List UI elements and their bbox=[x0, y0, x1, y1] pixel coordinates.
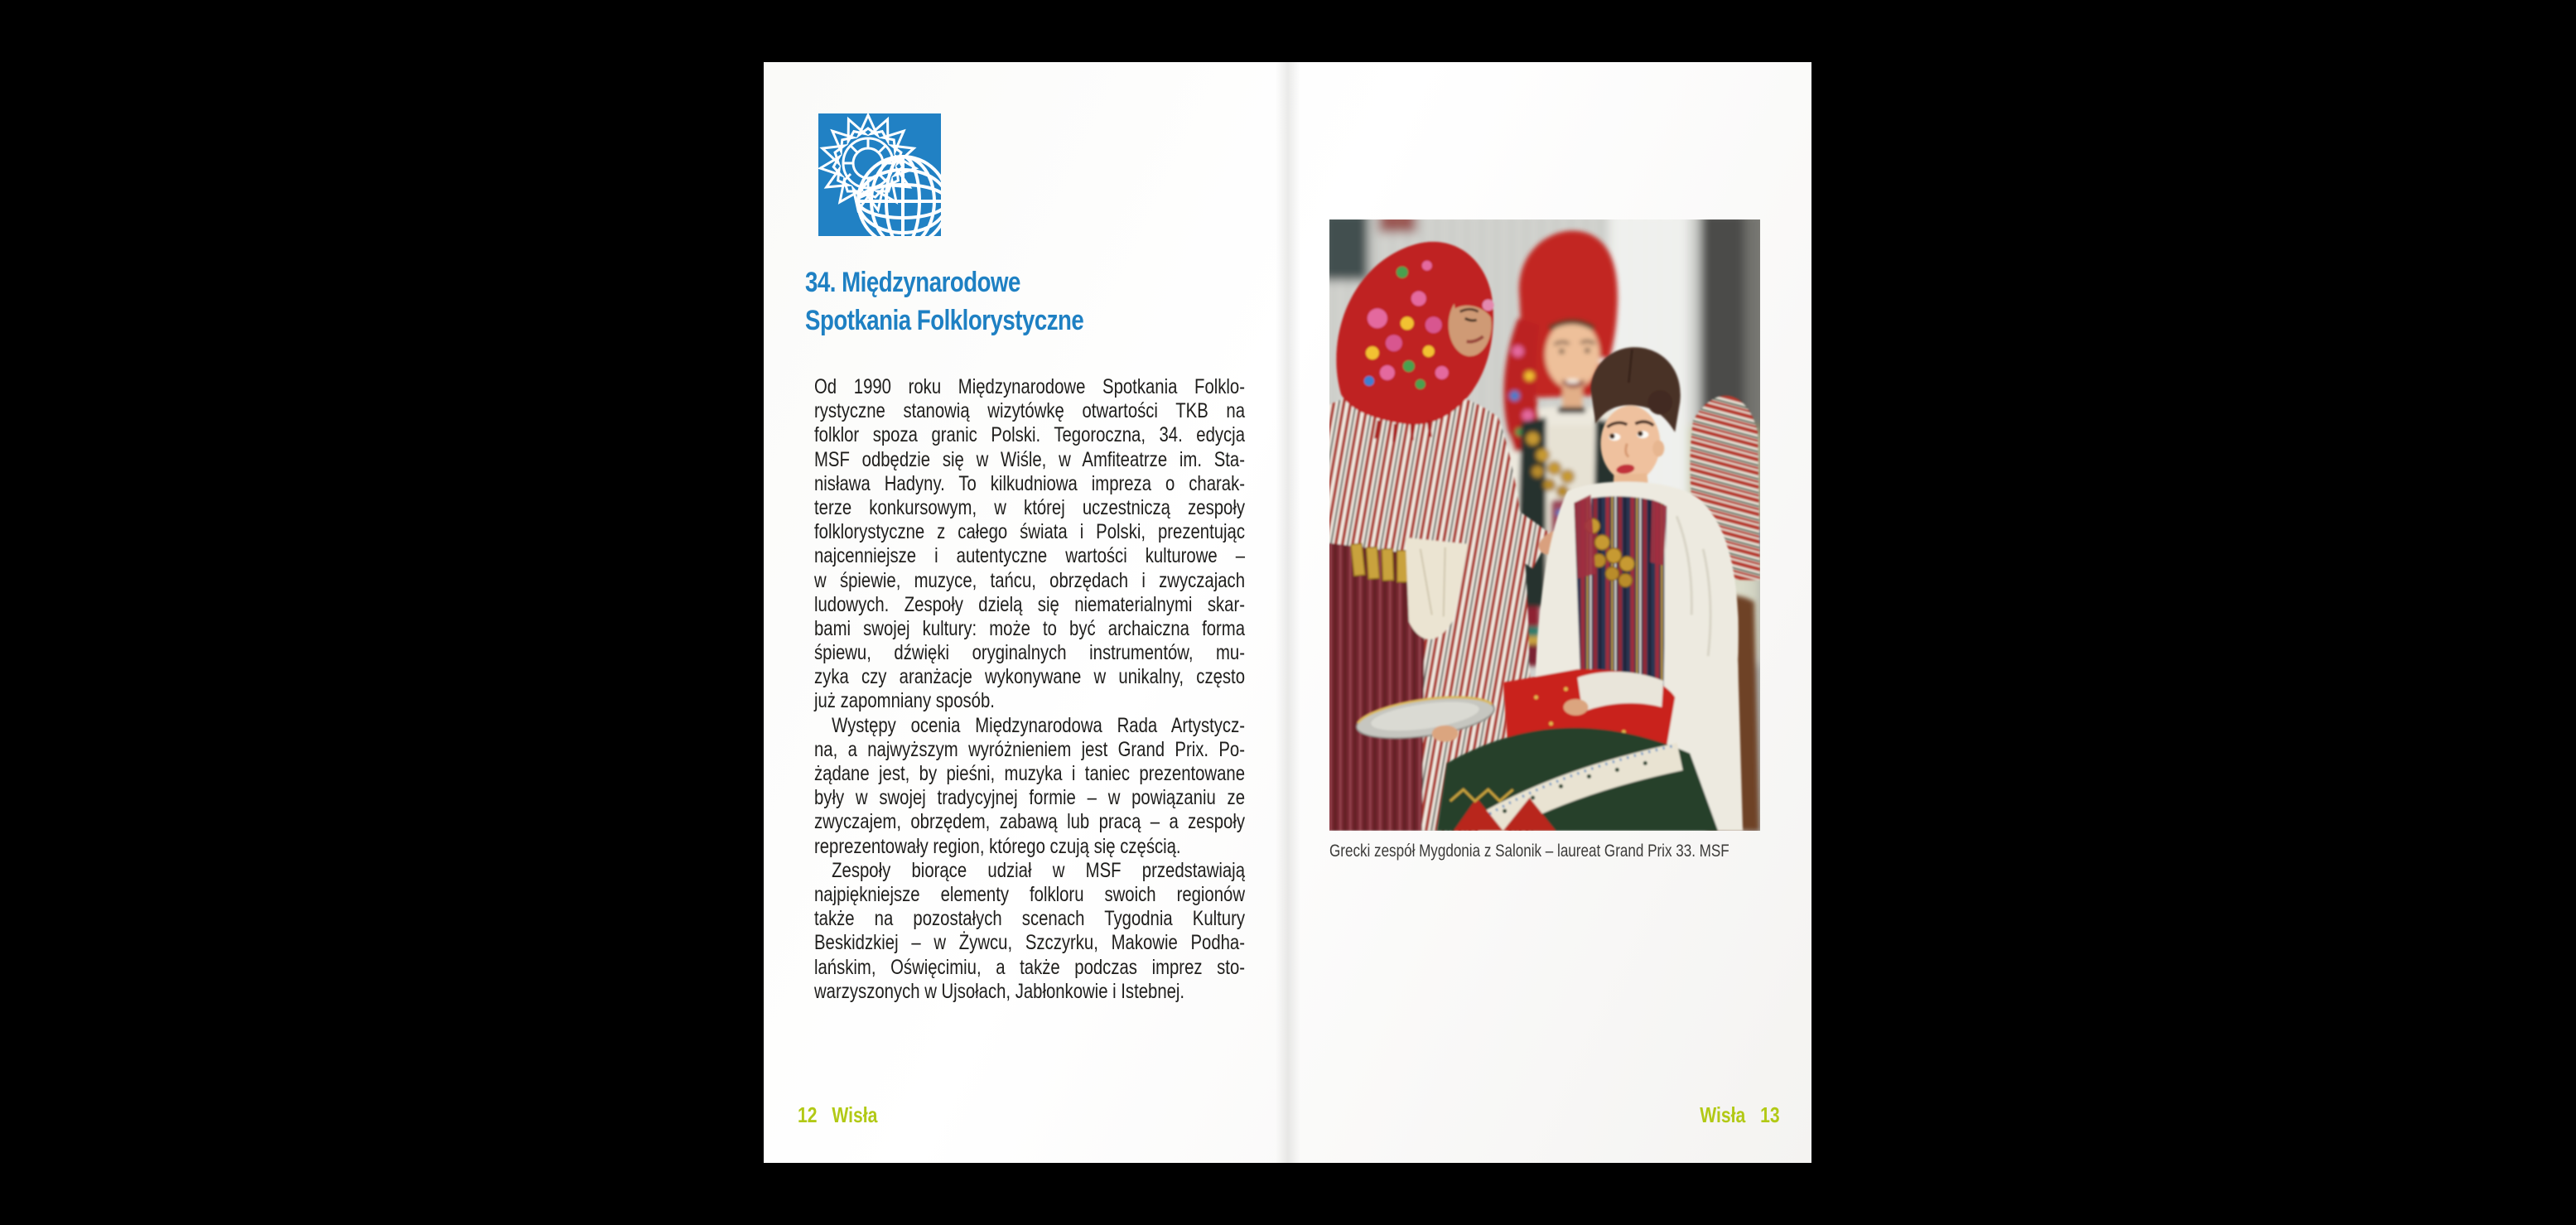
text-line: na, a najwyższym wyróżnieniem jest Grand Prix. Po- bbox=[814, 737, 1245, 761]
paragraph bbox=[814, 859, 1245, 1004]
text-line: lańskim, Oświęcimiu, a także podczas imprez sto- bbox=[814, 955, 1245, 979]
folk-dancers-photo bbox=[1329, 219, 1760, 831]
left-page bbox=[764, 62, 1287, 1163]
section-label: Wisła bbox=[832, 1102, 878, 1127]
right-page bbox=[1288, 62, 1811, 1163]
text-line: zyka czy aranżacje wykonywane w unikalny, często bbox=[814, 665, 1245, 689]
text-line: żądane jest, by pieśni, muzyka i taniec prezentowane bbox=[814, 762, 1245, 785]
text-line: najcenniejsze i autentyczne wartości kulturowe – bbox=[814, 544, 1245, 568]
text-line: już zapomniany sposób. bbox=[814, 689, 995, 713]
text-line: śpiewu, dźwięki oryginalnych instrumentów, mu- bbox=[814, 641, 1245, 665]
text-line: ludowych. Zespoły dzielą się niematerialnymi skar- bbox=[814, 592, 1245, 616]
text-line: bami swojej kultury: może to być archaiczna forma bbox=[814, 616, 1245, 640]
text-line: także na pozostałych scenach Tygodnia Kultury bbox=[814, 907, 1245, 931]
text-line: Występy ocenia Międzynarodowa Rada Artystycz- bbox=[832, 713, 1245, 737]
text-line: w śpiewie, muzyce, tańcu, obrzędach i zwyczajach bbox=[814, 568, 1245, 592]
text-line: najpiękniejsze elementy folkloru swoich regionów bbox=[814, 882, 1245, 906]
text-line: folklorystyczne z całego świata i Polski, prezentując bbox=[814, 520, 1245, 544]
paragraph bbox=[814, 375, 1245, 714]
text-line: folklor spoza granic Polski. Tegoroczna, 34. edycja bbox=[814, 423, 1245, 447]
body-text bbox=[814, 375, 1245, 1004]
page-gutter bbox=[1276, 62, 1300, 1163]
text-line: Od 1990 roku Międzynarodowe Spotkania Folklo- bbox=[814, 375, 1245, 398]
page-number: 13 bbox=[1760, 1102, 1780, 1127]
text-line: nisława Hadyny. To kilkudniowa impreza o charak- bbox=[814, 471, 1245, 495]
left-page-footer bbox=[798, 1102, 877, 1128]
lace-globe-logo-icon bbox=[818, 113, 941, 236]
text-line: MSF odbędzie się w Wiśle, w Amfiteatrze im. Sta- bbox=[814, 447, 1245, 471]
text-line: terze konkursowym, w której uczestniczą zespoły bbox=[814, 495, 1245, 519]
photo-caption: Grecki zespół Mygdonia z Salonik – laureat Grand Prix 33. MSF bbox=[1329, 842, 1729, 861]
text-line: rystyczne stanowią wizytówkę otwartości TKB na bbox=[814, 399, 1245, 423]
text-line: były w swojej tradycyjnej formie – w powiązaniu ze bbox=[814, 786, 1245, 810]
article-title-line2: Spotkania Folklorystyczne bbox=[805, 305, 1084, 336]
paragraph bbox=[814, 714, 1245, 859]
article-title-line1: 34. Międzynarodowe bbox=[805, 267, 1020, 298]
text-line: zwyczajem, obrzędem, zabawą lub pracą – a zespoły bbox=[814, 810, 1245, 834]
text-line: warzyszonych w Ujsołach, Jabłonkowie i Istebnej. bbox=[814, 979, 1185, 1003]
text-line: reprezentowały region, którego czują się częścią. bbox=[814, 834, 1181, 858]
page-number: 12 bbox=[798, 1102, 818, 1127]
text-line: Zespoły biorące udział w MSF przedstawiają bbox=[832, 858, 1245, 882]
right-page-footer bbox=[1700, 1102, 1780, 1128]
text-line: Beskidzkiej – w Żywcu, Szczyrku, Makowie Podha- bbox=[814, 931, 1245, 955]
book-spread bbox=[764, 62, 1811, 1163]
article-title bbox=[805, 263, 1083, 340]
section-label: Wisła bbox=[1700, 1102, 1746, 1127]
